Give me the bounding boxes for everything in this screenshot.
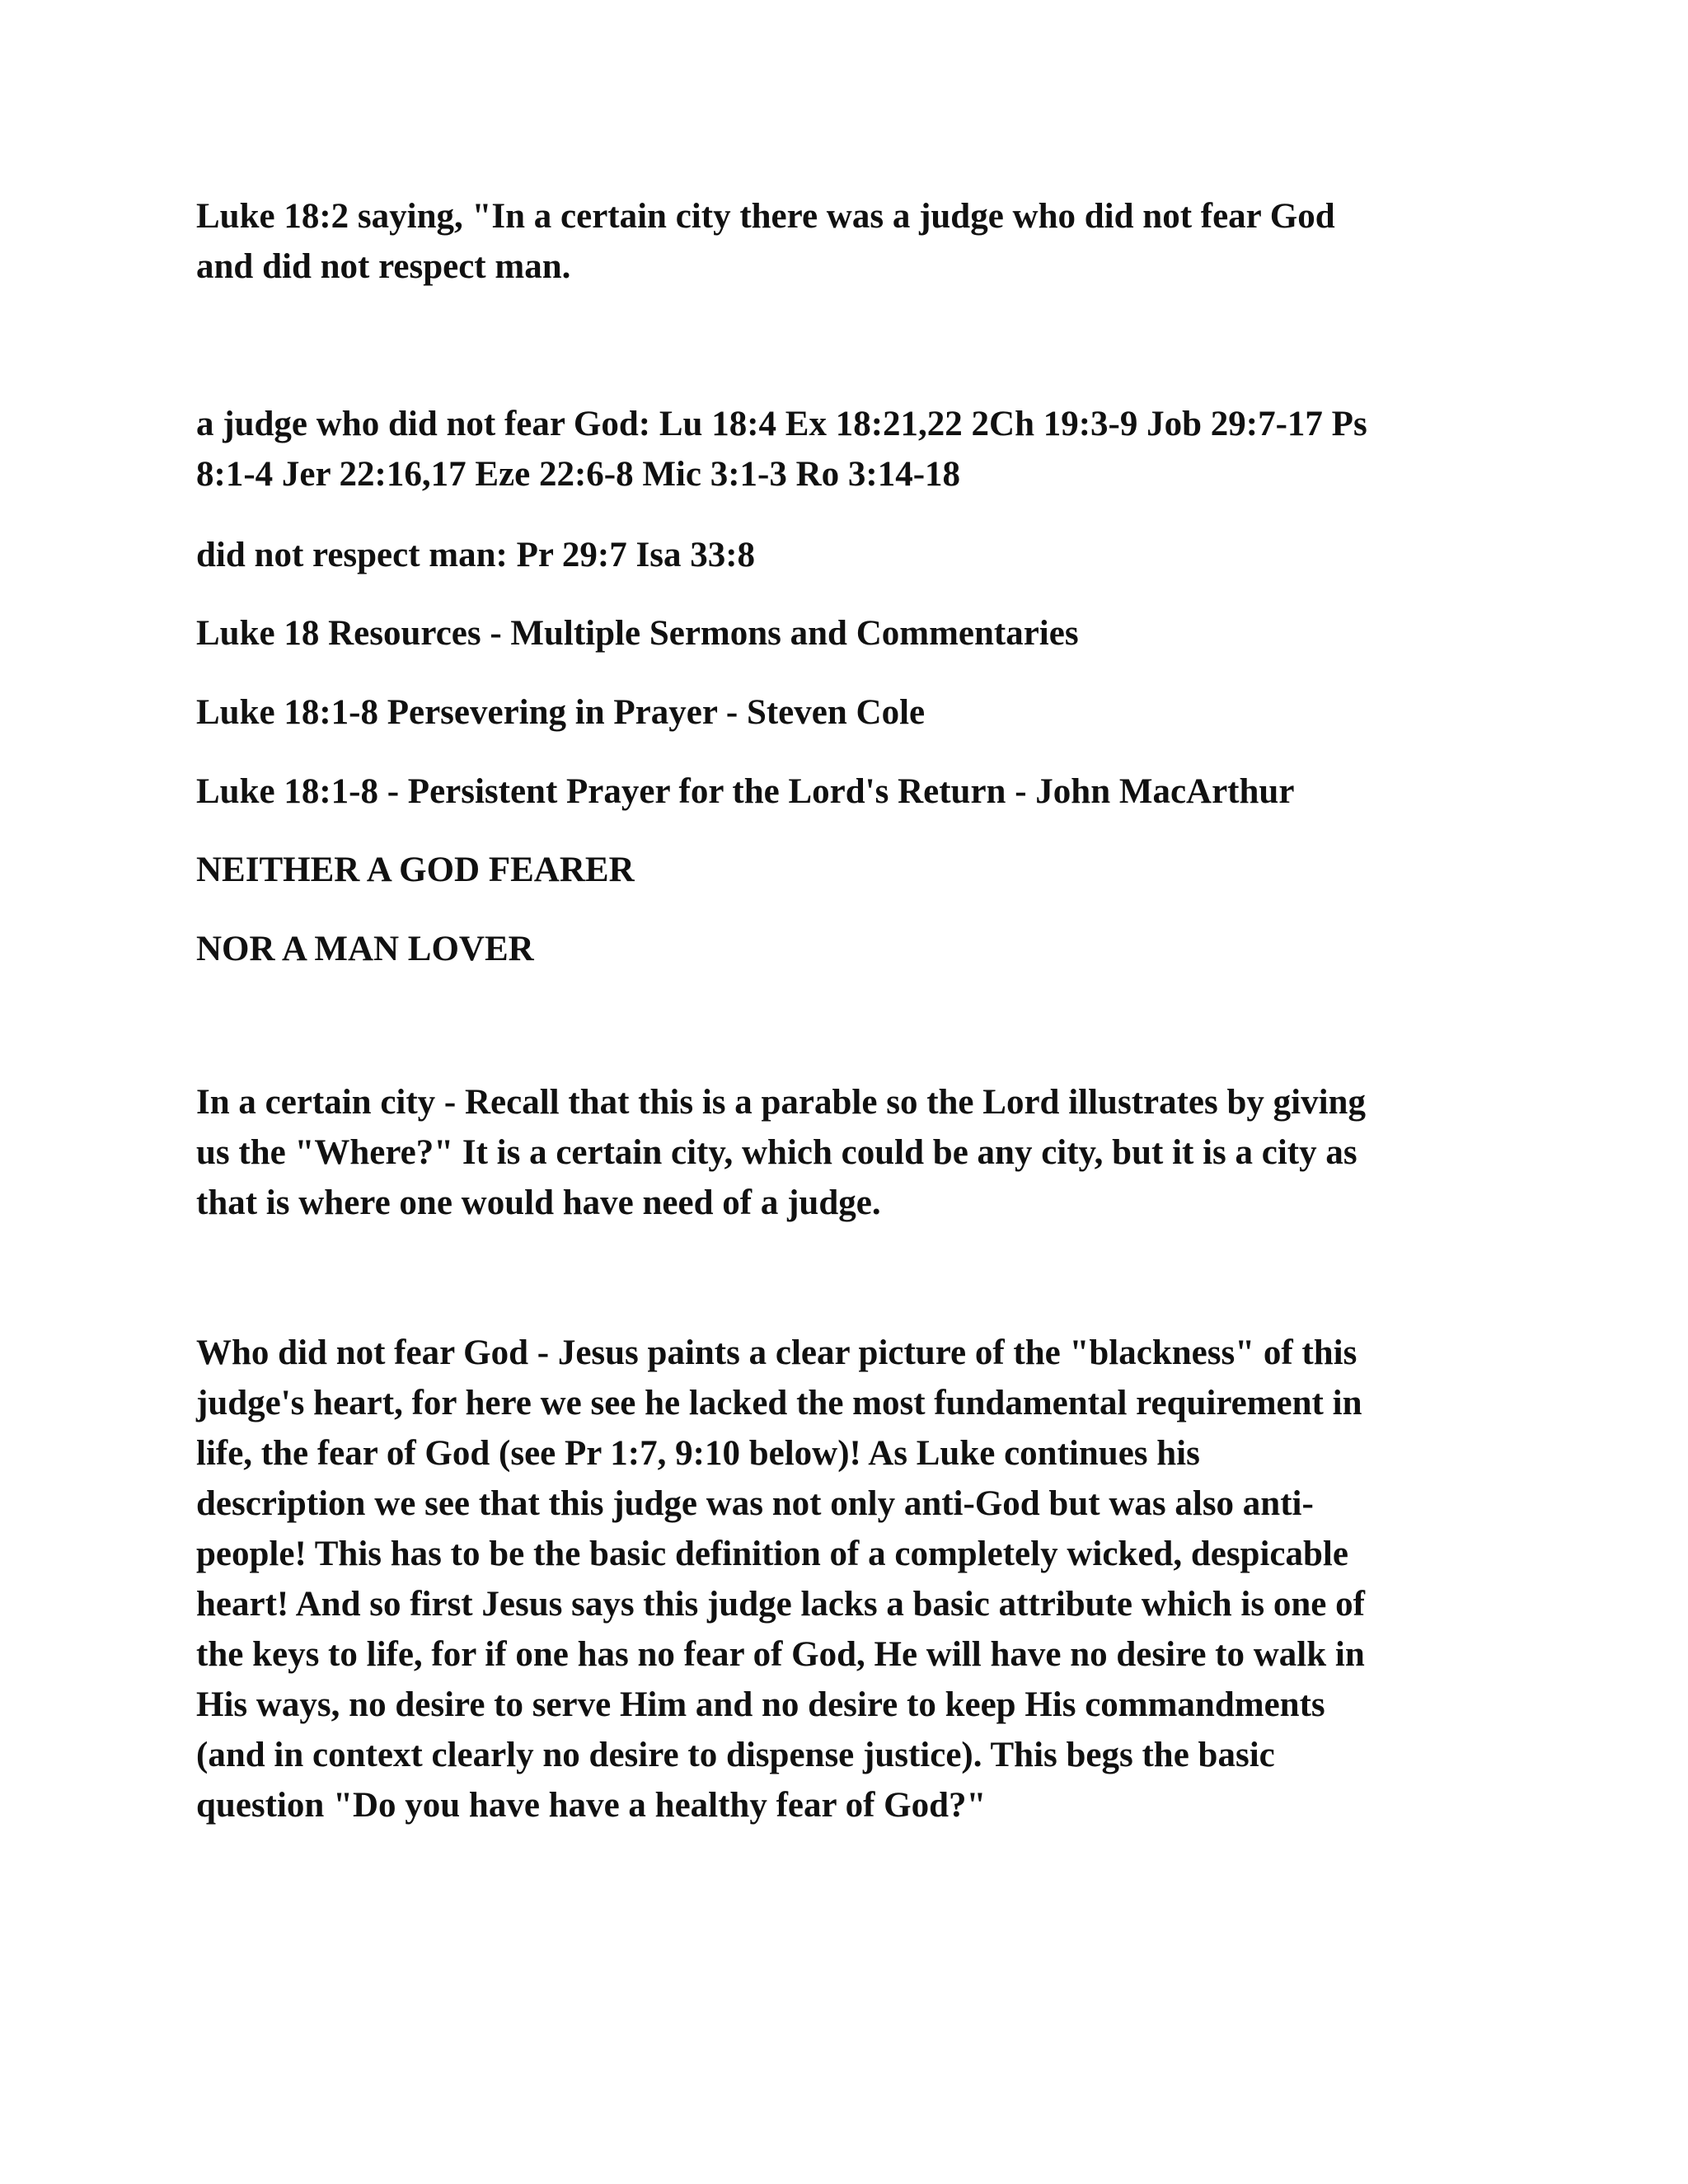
paragraph-certain-city: In a certain city - Recall that this is a parable so the Lord illustrates by giving us the "Where?" It is a certain city, which could be any city, but it is a city as that is where one would have need of a judge.: [196, 1083, 1366, 1222]
resource-john-macarthur: Luke 18:1-8 - Persistent Prayer for the Lord's Return - John MacArthur: [196, 772, 1295, 811]
resource-luke-18: Luke 18 Resources - Multiple Sermons and Commentaries: [196, 614, 1079, 653]
cross-reference-respect: did not respect man: Pr 29:7 Isa 33:8: [196, 536, 756, 574]
heading-man-lover: NOR A MAN LOVER: [196, 930, 534, 968]
resource-steven-cole: Luke 18:1-8 Persevering in Prayer - Steven Cole: [196, 693, 926, 732]
verse-text: Luke 18:2 saying, "In a certain city there was a judge who did not fear God and did not respect man.: [196, 197, 1335, 286]
paragraph-fear-god: Who did not fear God - Jesus paints a clear picture of the "blackness" of this judge's heart, for here we see he lacked the most fundamental requirement in life, the fear of God (see Pr 1:7, 9:10 below)! As Luke continues his description we see that this judge was not only anti-God but was also anti- people! This has to be the basic definition of a completely wicked, despicable heart! And so first Jesus says this judge lacks a basic attribute which is one of the keys to life, for if one has no fear of God, He will have no desire to walk in His ways, no desire to serve Him and no desire to keep His commandments (and in context clearly no desire to dispense justice). This begs the basic question "Do you have have a healthy fear of God?": [196, 1333, 1365, 1825]
cross-reference-judge: a judge who did not fear God: Lu 18:4 Ex 18:21,22 2Ch 19:3-9 Job 29:7-17 Ps 8:1-4 Jer 22:16,17 Eze 22:6-8 Mic 3:1-3 Ro 3:14-18: [196, 405, 1367, 494]
heading-god-fearer: NEITHER A GOD FEARER: [196, 851, 635, 889]
